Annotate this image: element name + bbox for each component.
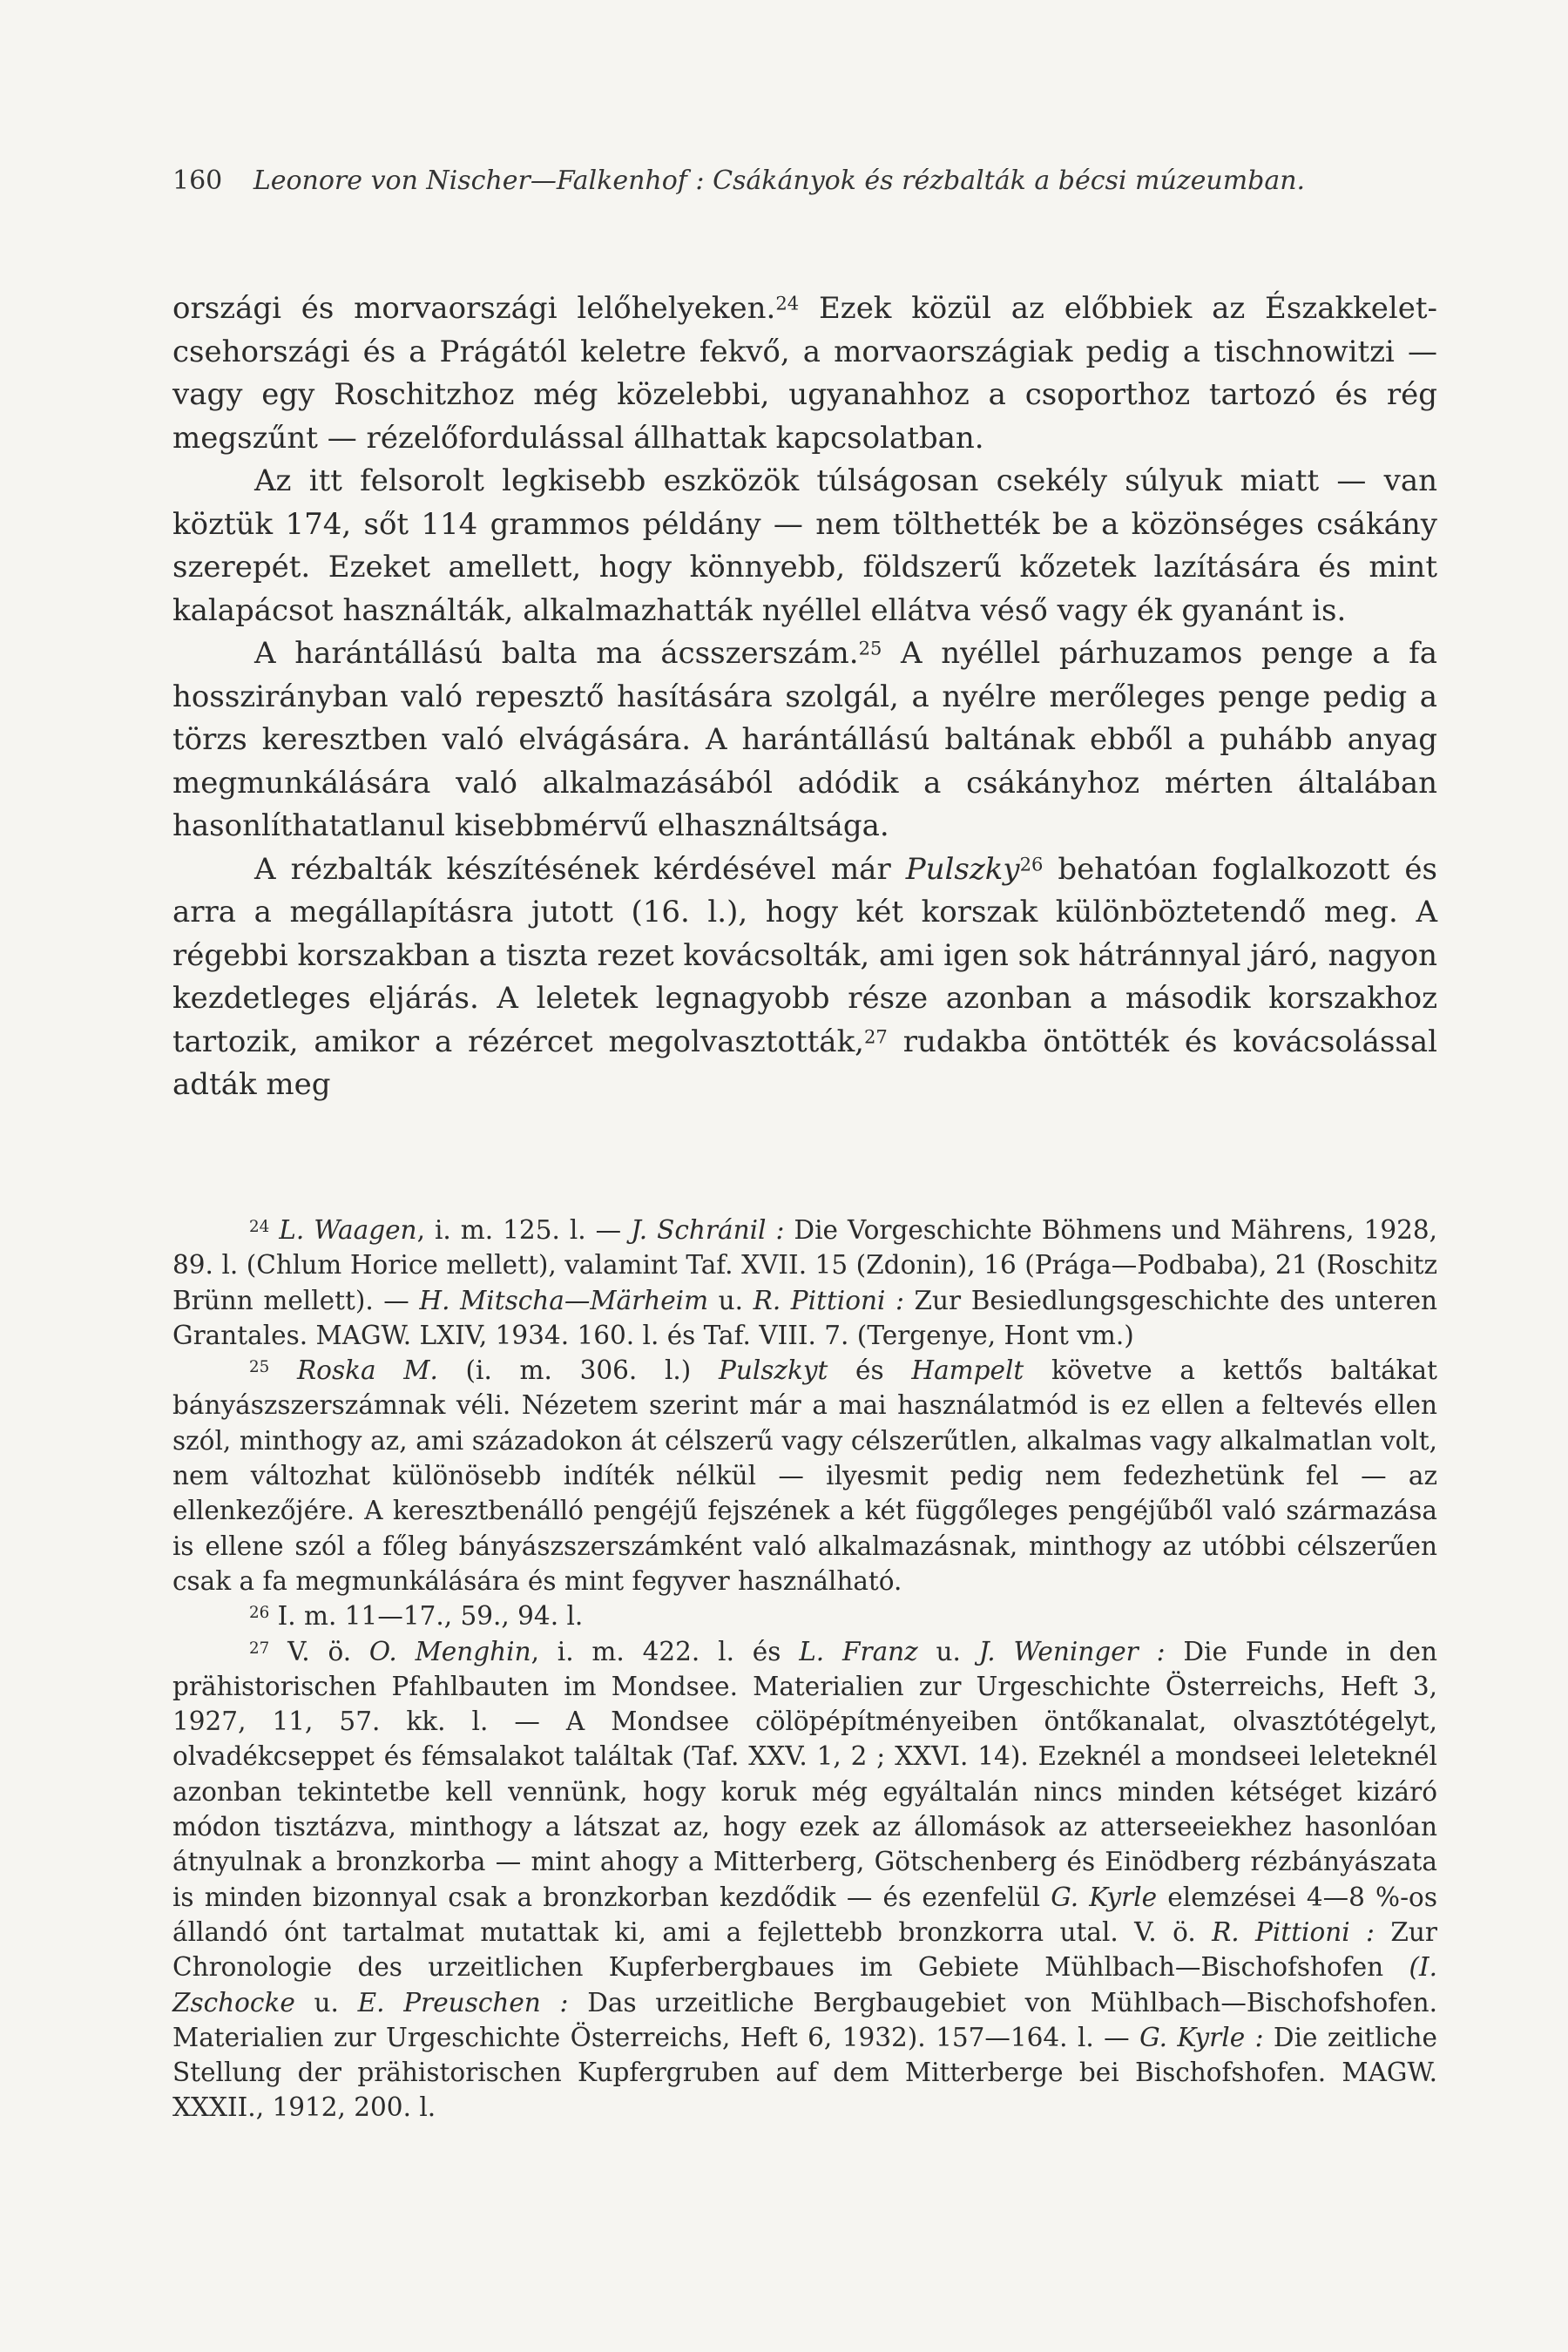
footnote-number: 27: [249, 1639, 270, 1658]
paragraph-3: [172, 632, 1437, 848]
text: (i. m. 306. l.): [437, 1355, 719, 1386]
paragraph-4: [172, 848, 1437, 1107]
footnote-ref-27: 27: [863, 1025, 888, 1048]
footnote-number: 25: [249, 1357, 270, 1376]
text: u.: [708, 1285, 754, 1315]
text: elemzései 4—8 %-os állandó ónt tartalmat mutattak ki, ami a fejlettebb bronzkorra utal. V. ö.: [172, 1882, 1437, 1947]
text: u.: [917, 1636, 979, 1666]
footnote-24: [172, 1213, 1437, 1353]
author: E. Preuschen :: [357, 1987, 569, 2017]
author-name: Pulszky: [905, 851, 1020, 887]
text: A nyéllel párhuzamos penge a fa hosszirányban való repesztő hasítására szolgál, a nyélre merőleges penge pedig a törzs keresztben való elvágására. A harántállású baltának ebből a puhább anyag megmunkálására való alkalmazásából adódik a csákányhoz mérten általában hasonlíthatatlanul kisebbmérvű elhasználtsága.: [172, 636, 1438, 843]
text: Ezek közül az előbbiek az Északkelet-csehországi és a Prágától keletre fekvő, a morvaországiak pedig a tischnowitzi — vagy egy Roschitzhoz még közelebbi, ugyanahhoz a csoporthoz tartozó és rég megszűnt — rézelőfordulással állhattak kapcsolatban.: [172, 291, 1437, 456]
footnote-number: 26: [249, 1604, 270, 1623]
author: H. Mitscha—Märheim: [419, 1285, 709, 1315]
text: A rézbalták készítésének kérdésével már: [254, 851, 906, 887]
text: u.: [294, 1987, 358, 2017]
text: Das urzeitliche Bergbaugebiet von Mühlbach—Bischofshofen. Materialien zur Urgeschichte Österreichs, Heft 6, 1932). 157—164. l. —: [172, 1987, 1437, 2052]
footnotes: [172, 1213, 1437, 2126]
text: Die zeitliche Stellung der prähistorischen Kupfergruben auf dem Mitterberge bei Bischofshofen. MAGW. XXXII., 1912, 200. l.: [172, 2022, 1438, 2123]
footnote-ref-25: 25: [858, 637, 882, 659]
text: és: [828, 1355, 912, 1386]
text: , i. m. 422. l. és: [531, 1636, 800, 1666]
text: országi és morvaországi lelőhelyeken.: [172, 291, 776, 326]
text: rudakba öntötték és kovácsolással adták meg: [172, 1024, 1437, 1102]
running-header: [172, 166, 1427, 196]
author: L. Franz: [799, 1636, 918, 1666]
paragraph-1: [172, 287, 1437, 460]
text: I. m. 11—17., 59., 94. l.: [269, 1601, 584, 1632]
author: J. Schránil :: [631, 1215, 785, 1245]
author: Roska M.: [296, 1355, 438, 1386]
footnote-ref-26: 26: [1019, 853, 1044, 875]
text: Zur Chronologie des urzeitlichen Kupferbergbaues im Gebiete Mühlbach—Bischofshofen: [172, 1916, 1437, 1983]
author: L. Waagen: [279, 1215, 417, 1245]
author: Hampelt: [911, 1355, 1024, 1386]
author: R. Pittioni :: [753, 1285, 904, 1315]
text: követve a kettős baltákat bányászszerszámnak véli. Nézetem szerint már a mai használatmód is ez ellen a feltevés ellen szól, minthogy az, ami századokon át célszerű vagy célszerűtlen, alkalmas vagy alkalmatlan volt, nem változhat különösebb indíték nélkül — ilyesmit pedig nem fedezhetünk fel — az ellenkezőjére. A keresztbenálló pengéjű fejszének a két függőleges pengéjűből való származása is ellene szól a főleg bányászszerszámként való alkalmazásnak, minthogy az utóbbi célszerűen csak a fa megmunkálására és mint fegyver használható.: [172, 1355, 1437, 1596]
text: behatóan foglalkozott és arra a megállapításra jutott (16. l.), hogy két korszak különböztetendő meg. A régebbi korszakban a tiszta rezet kovácsolták, ami igen sok hátránnyal járó, nagyon kezdetleges eljárás. A leletek legnagyobb része azonban a második korszakhoz tartozik, amikor a rézércet megolvasztották,: [172, 851, 1437, 1059]
author: G. Kyrle :: [1139, 2022, 1264, 2052]
footnote-26: [172, 1598, 1437, 1633]
text: Die Funde in den prähistorischen Pfahlbauten im Mondsee. Materialien zur Urgeschichte Österreichs, Heft 3, 1927, 11, 57. kk. l. — A Mondsee cölöpépítményeiben öntőkanalat, olvasztótégelyt, olvadékcseppet és fémsalakot találtak (Taf. XXV. 1, 2 ; XXVI. 14). Ezeknél a mondseei leleteknél azonban tekintetbe kell vennünk, hogy koruk még egyáltalán nincs minden kétséget kizáró módon tisztázva, minthogy a látszat az, hogy ezek az állomások az atterseeiekhez hasonlóan átnyulnak a bronzkorba — mint ahogy a Mitterberg, Götschenberg és Einödberg rézbányászata is minden bizonnyal csak a bronzkorban kezdődik — és ezenfelül: [172, 1636, 1438, 1912]
footnote-25: [172, 1353, 1437, 1598]
page-number: 160: [172, 166, 223, 196]
author: (I. Zschocke: [172, 1952, 1437, 2017]
text: V. ö.: [269, 1636, 369, 1666]
text: A harántállású balta ma ácsszerszám.: [254, 636, 859, 671]
running-title: Leonore von Nischer—Falkenhof : Csákányok és rézbalták a bécsi múzeumban.: [253, 166, 1306, 196]
text: , i. m. 125. l. —: [416, 1215, 632, 1245]
author: O. Menghin: [368, 1636, 531, 1666]
author: Pulszkyt: [718, 1355, 828, 1386]
text: Zur Besiedlungsgeschichte des unteren Grantales. MAGW. LXIV, 1934. 160. l. és Taf. VIII. 7. (Tergenye, Hont vm.): [172, 1285, 1438, 1350]
main-text: [172, 287, 1437, 1107]
footnote-27: [172, 1634, 1437, 2126]
footnote-number: 24: [249, 1217, 270, 1236]
text: Die Vorgeschichte Böhmens und Mährens, 1928, 89. l. (Chlum Horice mellett), valamint Taf. XVII. 15 (Zdonin), 16 (Prága—Podbaba), 21 (Roschitz Brünn mellett). —: [172, 1215, 1437, 1315]
footnote-ref-24: 24: [775, 292, 800, 314]
paragraph-2: Az itt felsorolt legkisebb eszközök túlságosan csekély súlyuk miatt — van köztük 174, sőt 114 grammos példány — nem tölthették be a közönséges csákány szerepét. Ezeket amellett, hogy könnyebb, földszerű kőzetek lazítására és mint kalapácsot használták, alkalmazhatták nyéllel ellátva véső vagy ék gyanánt is.: [172, 463, 1437, 628]
author: R. Pittioni :: [1212, 1916, 1375, 1947]
author: J. Weninger :: [978, 1636, 1166, 1666]
author: G. Kyrle: [1051, 1882, 1158, 1912]
